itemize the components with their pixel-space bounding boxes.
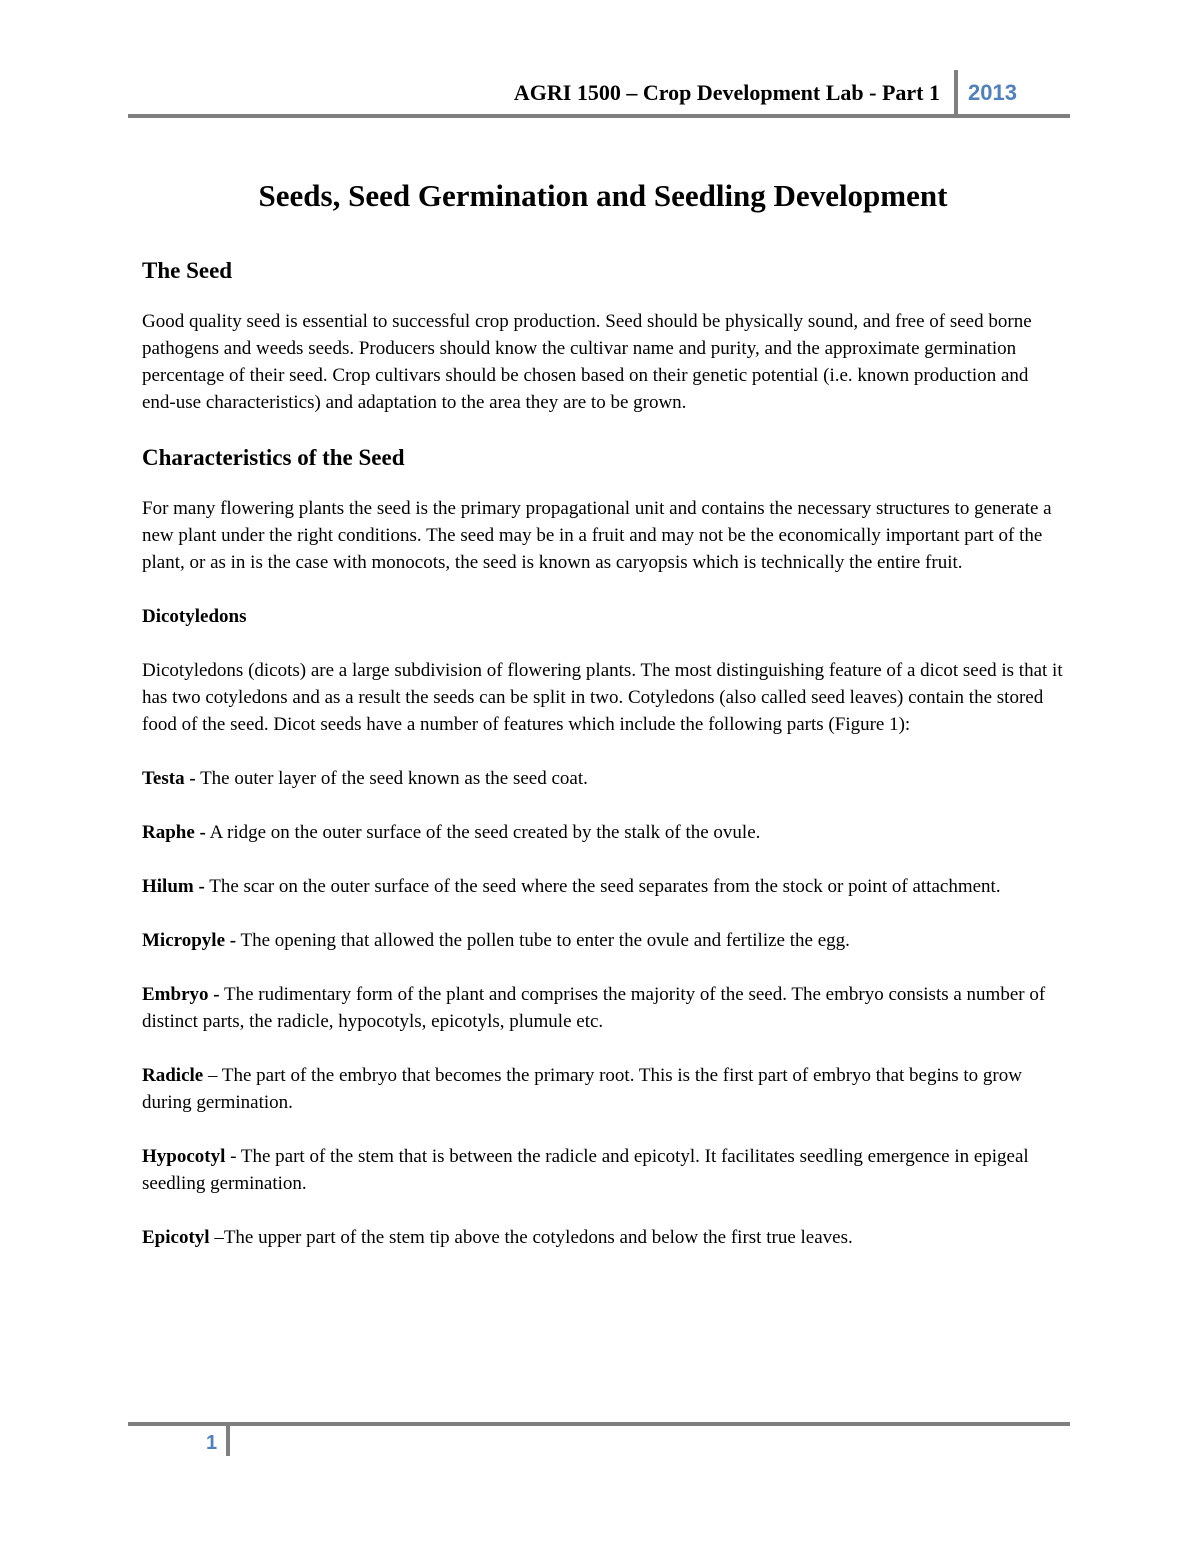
footer-rule — [128, 1422, 1070, 1426]
term-label: Radicle — [142, 1065, 204, 1086]
document-body — [142, 176, 1064, 1278]
term-epicotyl — [142, 1224, 1064, 1251]
header-year: 2013 — [968, 80, 1017, 105]
term-label: Testa - — [142, 768, 196, 789]
page-header — [128, 70, 1070, 114]
section-heading-characteristics: Characteristics of the Seed — [142, 445, 405, 470]
term-testa — [142, 765, 1064, 792]
term-raphe — [142, 819, 1064, 846]
term-hilum — [142, 873, 1064, 900]
footer-divider — [226, 1426, 230, 1456]
term-radicle — [142, 1062, 1064, 1116]
term-embryo — [142, 981, 1064, 1035]
course-title: AGRI 1500 – Crop Development Lab - Part 1 — [513, 80, 940, 105]
section-heading-seed: The Seed — [142, 258, 233, 283]
term-definition: – The part of the embryo that becomes the primary root. This is the first part of embryo that begins to grow during germination. — [142, 1065, 1022, 1113]
term-definition: The rudimentary form of the plant and comprises the majority of the seed. The embryo consists a number of distinct parts, the radicle, hypocotyls, epicotyls, plumule etc. — [142, 984, 1046, 1032]
term-definition: The scar on the outer surface of the seed where the seed separates from the stock or point of attachment. — [204, 876, 1001, 897]
term-label: Epicotyl — [142, 1227, 210, 1248]
term-label: Hypocotyl — [142, 1146, 226, 1167]
term-micropyle — [142, 927, 1064, 954]
paragraph-dicotyledons: Dicotyledons (dicots) are a large subdivision of flowering plants. The most distinguishing feature of a dicot seed is that it has two cotyledons and as a result the seeds can be split in two. Cotyledons (also called seed leaves) contain the stored food of the seed. Dicot seeds have a number of features which include the following parts (Figure 1): — [142, 660, 1063, 735]
term-label: Hilum - — [142, 876, 205, 897]
term-definition: - The part of the stem that is between the radicle and epicotyl. It facilitates seedling emergence in epigeal seedling germination. — [142, 1146, 1029, 1194]
subheading-dicotyledons: Dicotyledons — [142, 606, 247, 627]
header-divider — [954, 70, 958, 114]
header-rule — [128, 114, 1070, 118]
term-definition: –The upper part of the stem tip above the cotyledons and below the first true leaves. — [209, 1227, 853, 1248]
document-title: Seeds, Seed Germination and Seedling Development — [258, 178, 948, 213]
term-label: Raphe - — [142, 822, 206, 843]
term-label: Embryo - — [142, 984, 220, 1005]
term-definition: The outer layer of the seed known as the seed coat. — [195, 768, 588, 789]
term-label: Micropyle - — [142, 930, 237, 951]
paragraph-seed: Good quality seed is essential to successful crop production. Seed should be physically sound, and free of seed borne pathogens and weeds seeds. Producers should know the cultivar name and purity, and the approximate germination percentage of their seed. Crop cultivars should be chosen based on their genetic potential (i.e. known production and end-use characteristics) and adaptation to the area they are to be grown. — [142, 311, 1032, 413]
term-hypocotyl — [142, 1143, 1064, 1197]
term-definition: The opening that allowed the pollen tube to enter the ovule and fertilize the egg. — [236, 930, 850, 951]
term-definition: A ridge on the outer surface of the seed created by the stalk of the ovule. — [205, 822, 761, 843]
page-number: 1 — [206, 1432, 218, 1454]
paragraph-characteristics: For many flowering plants the seed is the primary propagational unit and contains the necessary structures to generate a new plant under the right conditions. The seed may be in a fruit and may not be the economically important part of the plant, or as in is the case with monocots, the seed is known as caryopsis which is technically the entire fruit. — [142, 498, 1052, 573]
